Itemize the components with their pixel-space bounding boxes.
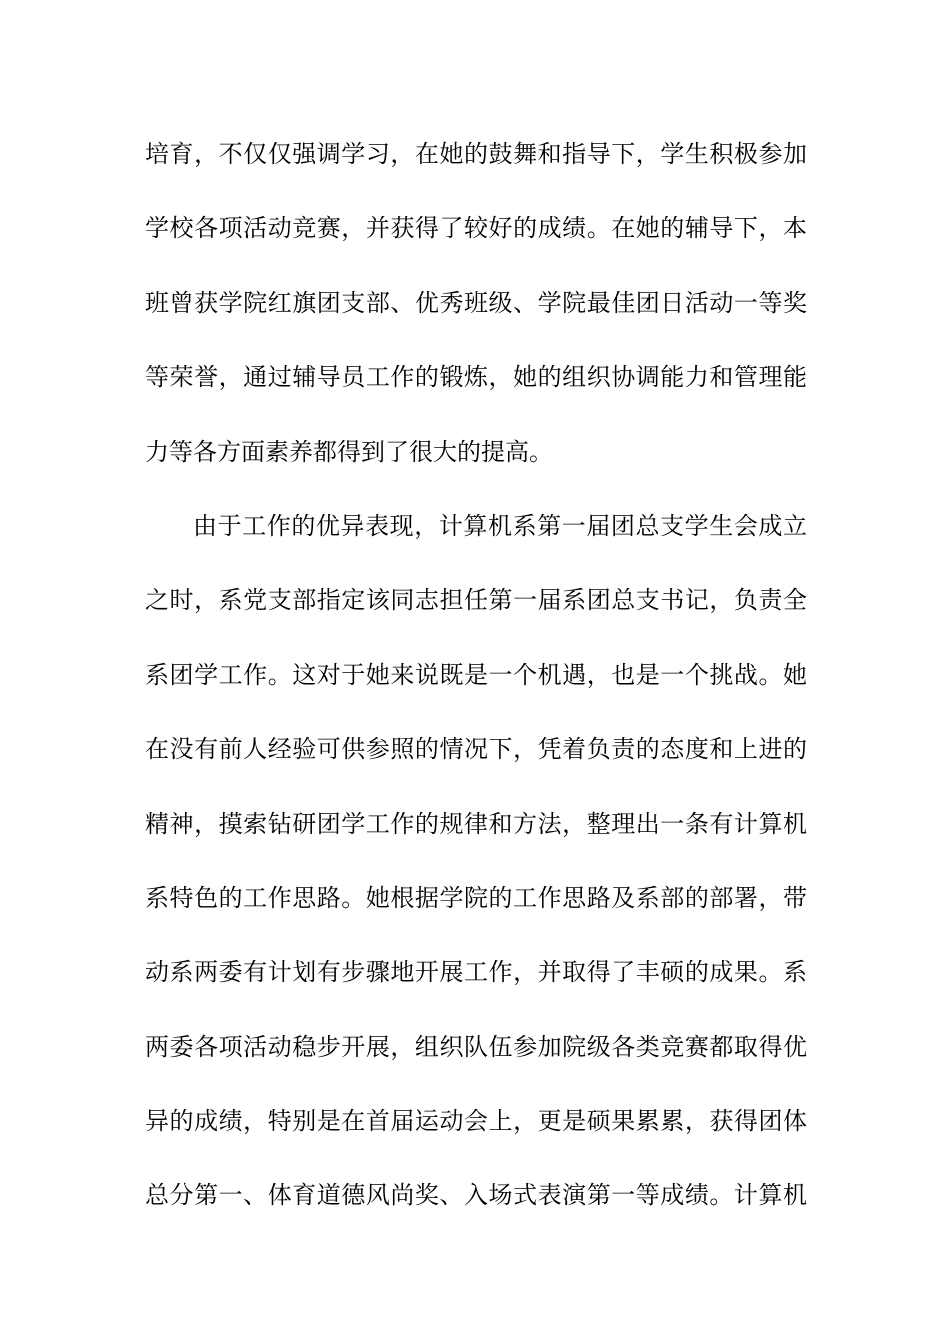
text-line: 学校各项活动竞赛，并获得了较好的成绩。在她的辅导下，本 <box>145 214 807 243</box>
text-line: 培育，不仅仅强调学习，在她的鼓舞和指导下，学生积极参加 <box>145 140 807 168</box>
text-line: 在没有前人经验可供参照的情况下，凭着负责的态度和上进的 <box>145 735 807 764</box>
text-line: 等荣誉，通过辅导员工作的锻炼，她的组织协调能力和管理能 <box>145 363 807 392</box>
text-line: 异的成绩，特别是在首届运动会上，更是硕果累累，获得团体 <box>145 1107 807 1136</box>
text-line: 精神，摸索钻研团学工作的规律和方法，整理出一条有计算机 <box>145 809 807 838</box>
paragraph-1 <box>145 132 807 504</box>
text-line: 力等各方面素养都得到了很大的提高。 <box>145 437 553 466</box>
text-line: 系特色的工作思路。她根据学院的工作思路及系部的部署，带 <box>145 883 807 912</box>
text-line: 班曾获学院红旗团支部、优秀班级、学院最佳团日活动一等奖 <box>145 288 807 317</box>
text-line: 之时，系党支部指定该同志担任第一届系团总支书记，负责全 <box>145 586 807 615</box>
text-line: 总分第一、体育道德风尚奖、入场式表演第一等成绩。计算机 <box>145 1181 807 1210</box>
text-line: 系团学工作。这对于她来说既是一个机遇，也是一个挑战。她 <box>145 660 807 689</box>
paragraph-2 <box>145 504 807 1248</box>
text-line: 动系两委有计划有步骤地开展工作，并取得了丰硕的成果。系 <box>145 958 807 987</box>
text-line: 两委各项活动稳步开展，组织队伍参加院级各类竞赛都取得优 <box>145 1032 807 1061</box>
text-line: 由于工作的优异表现，计算机系第一届团总支学生会成立 <box>193 511 807 540</box>
body-text <box>145 132 807 1248</box>
